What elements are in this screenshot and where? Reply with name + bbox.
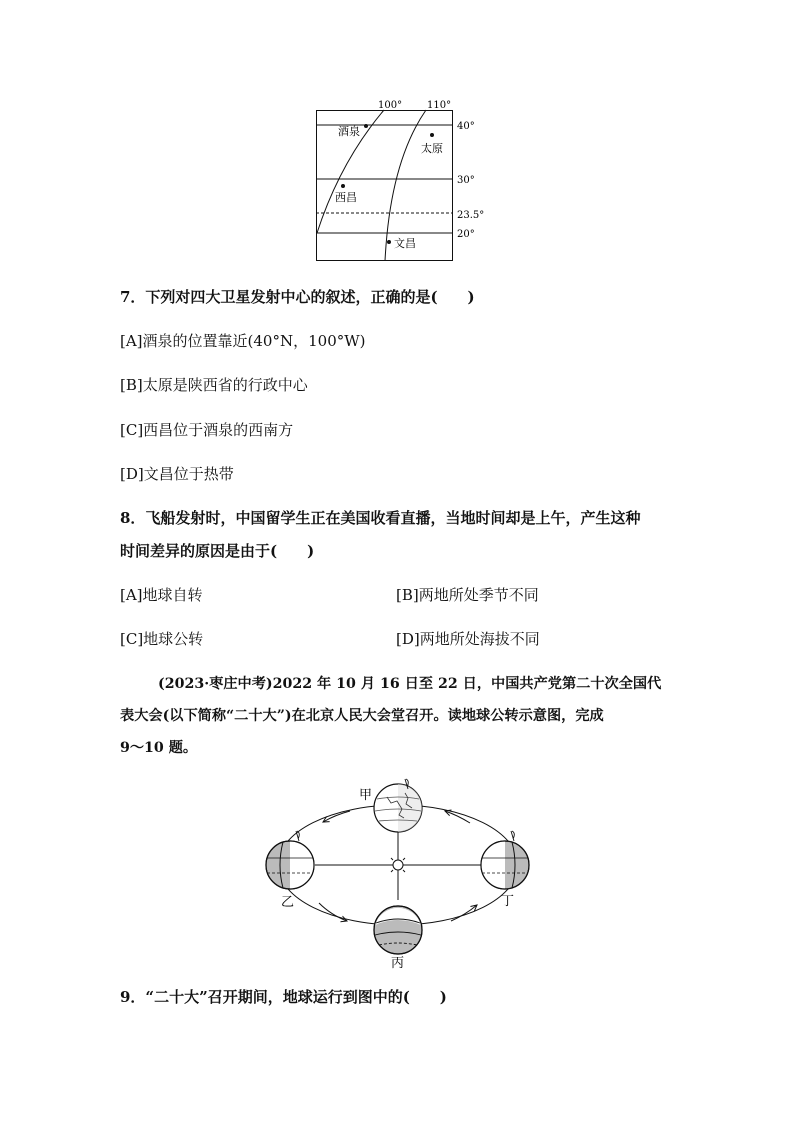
place-wenchang: 文昌 [394, 237, 416, 250]
passage-line2: 表大会(以下简称“二十大”)在北京人民大会堂召开。读地球公转示意图，完成 [120, 708, 604, 724]
position-label-yi: 乙 [281, 895, 295, 910]
orbit-arrow-bottom-right [451, 905, 477, 921]
lon-label-110: 110° [427, 100, 452, 111]
jiuquan-dot [364, 124, 368, 128]
earth-ding-axis-icon [511, 831, 514, 841]
position-label-bing: 丙 [391, 956, 405, 970]
earth-ding-globe [481, 841, 529, 889]
q9-stem: 9．“二十大”召开期间，地球运行到图中的( ) [120, 988, 447, 1006]
passage-line3: 9～10 题。 [120, 740, 198, 756]
q8-stem-line2: 时间差异的原因是由于( ) [120, 542, 315, 560]
passage-line1: (2023·枣庄中考)2022 年 10 月 16 日至 22 日，中国共产党第二十次全国代 [158, 676, 662, 692]
position-label-jia: 甲 [359, 788, 373, 803]
q7-stem: 7．下列对四大卫星发射中心的叙述，正确的是( ) [120, 288, 475, 306]
sun-icon [388, 855, 408, 875]
place-taiyuan: 太原 [421, 142, 443, 155]
position-label-ding: 丁 [501, 894, 515, 909]
taiyuan-dot [430, 133, 434, 137]
q8-option-d[interactable]: [D]两地所处海拔不同 [396, 630, 540, 648]
earth-jia-globe [374, 784, 422, 832]
lon-label-100: 100° [378, 100, 403, 111]
earth-yi-globe [266, 841, 314, 889]
map-frame [317, 111, 453, 261]
lat-label-20: 20° [457, 229, 475, 240]
place-jiuquan: 酒泉 [338, 125, 360, 138]
q7-option-c[interactable]: [C]西昌位于酒泉的西南方 [120, 421, 294, 439]
q8-option-b[interactable]: [B]两地所处季节不同 [396, 586, 539, 604]
q7-option-a[interactable]: [A]酒泉的位置靠近(40°N，100°W) [120, 332, 366, 350]
place-xichang: 西昌 [335, 191, 357, 204]
lat-label-30: 30° [457, 175, 475, 186]
lat-label-23-5: 23.5° [457, 210, 485, 221]
q7-option-d[interactable]: [D]文昌位于热带 [120, 465, 234, 483]
q8-option-a[interactable]: [A]地球自转 [120, 586, 203, 604]
q8-option-c[interactable]: [C]地球公转 [120, 630, 204, 648]
satellite-center-map [300, 92, 500, 264]
wenchang-dot [387, 240, 391, 244]
xichang-dot [341, 184, 345, 188]
lat-label-40: 40° [457, 121, 475, 132]
earth-bing-globe [374, 906, 422, 954]
earth-orbit-diagram [255, 775, 545, 970]
q7-option-b[interactable]: [B]太原是陕西省的行政中心 [120, 376, 308, 394]
q8-stem-line1: 8．飞船发射时，中国留学生正在美国收看直播，当地时间却是上午，产生这种 [120, 509, 641, 527]
